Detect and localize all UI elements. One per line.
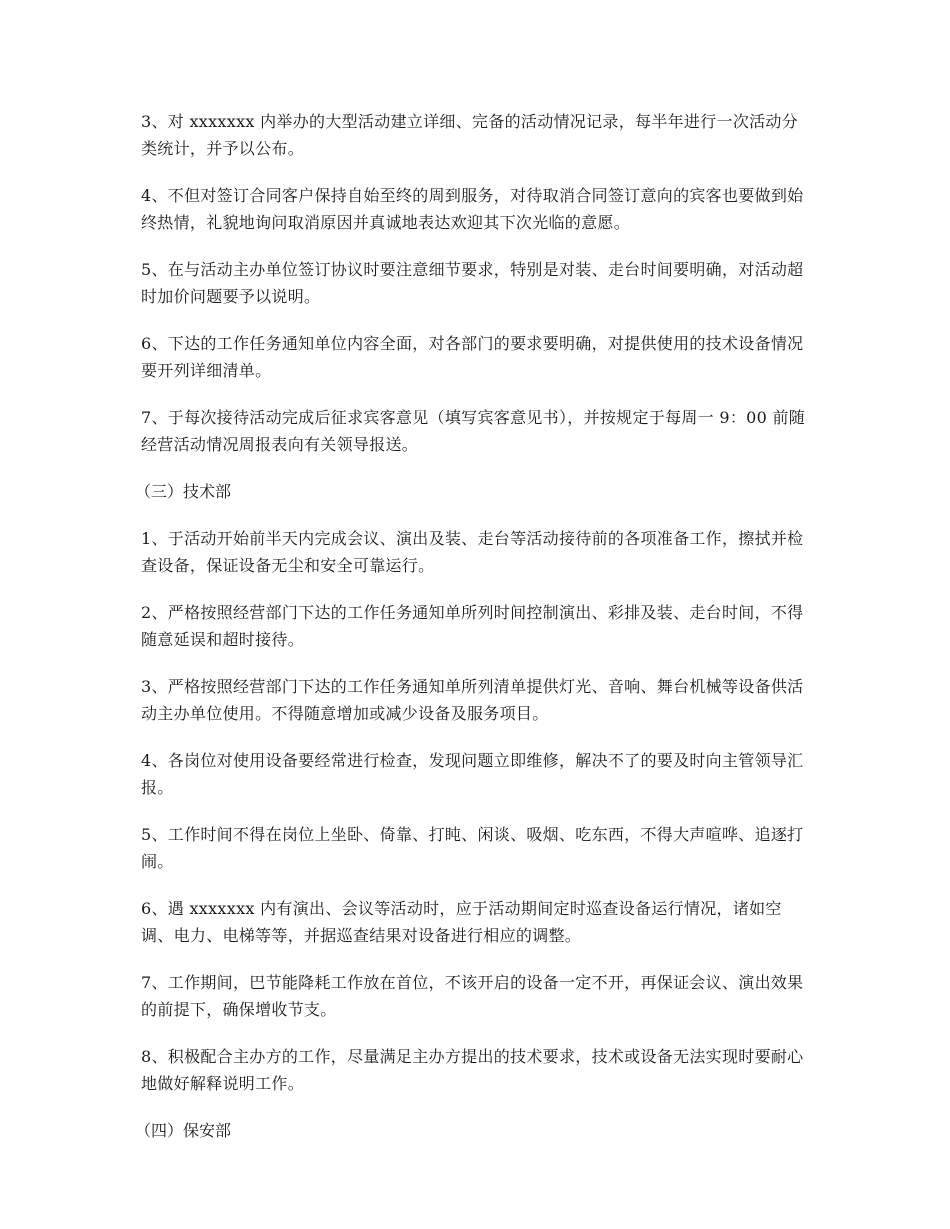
section-heading-technical-dept: （三）技术部 — [135, 482, 232, 501]
tech-paragraph-2: 2、严格按照经营部门下达的工作任务通知单所列时间控制演出、彩排及装、走台时间，不得随意延误和超时接待。 — [141, 603, 804, 649]
tech-paragraph-5: 5、工作时间不得在岗位上坐卧、倚靠、打盹、闲谈、吸烟、吃东西，不得大声喧哗、追逐打闹。 — [141, 825, 804, 871]
tech-paragraph-8: 8、积极配合主办方的工作，尽量满足主办方提出的技术要求，技术或设备无法实现时要耐心地做好解释说明工作。 — [141, 1047, 804, 1093]
paragraph-7-guest-feedback: 7、于每次接待活动完成后征求宾客意见（填写宾客意见书），并按规定于每周一 9：00 前随经营活动情况周报表向有关领导报送。 — [141, 408, 806, 454]
tech-paragraph-4: 4、各岗位对使用设备要经常进行检查，发现问题立即维修，解决不了的要及时向主管领导汇报。 — [141, 751, 804, 797]
paragraph-4-client-service: 4、不但对签订合同客户保持自始至终的周到服务，对待取消合同签订意向的宾客也要做到始终热情，礼貌地询问取消原因并真诚地表达欢迎其下次光临的意愿。 — [141, 186, 804, 232]
tech-paragraph-3: 3、严格按照经营部门下达的工作任务通知单所列清单提供灯光、音响、舞台机械等设备供活动主办单位使用。不得随意增加或减少设备及服务项目。 — [141, 677, 804, 723]
document-page — [135, 108, 813, 1164]
section-heading-security-dept: （四）保安部 — [135, 1121, 232, 1140]
tech-paragraph-1: 1、于活动开始前半天内完成会议、演出及装、走台等活动接待前的各项准备工作，擦拭并检查设备，保证设备无尘和安全可靠运行。 — [141, 529, 804, 575]
paragraph-5-agreement-details: 5、在与活动主办单位签订协议时要注意细节要求，特别是对装、走台时间要明确，对活动超时加价问题要予以说明。 — [141, 260, 804, 306]
tech-paragraph-7: 7、工作期间，巴节能降耗工作放在首位，不该开启的设备一定不开，再保证会议、演出效果的前提下，确保增收节支。 — [141, 973, 804, 1019]
paragraph-3-activity-records: 3、对 xxxxxxx 内举办的大型活动建立详细、完备的活动情况记录，每半年进行一次活动分类统计，并予以公布。 — [141, 112, 799, 158]
paragraph-6-task-notice: 6、下达的工作任务通知单位内容全面，对各部门的要求要明确，对提供使用的技术设备情况要开列详细清单。 — [141, 334, 804, 380]
tech-paragraph-6: 6、遇 xxxxxxx 内有演出、会议等活动时，应于活动期间定时巡查设备运行情况，诸如空调、电力、电梯等等，并据巡查结果对设备进行相应的调整。 — [141, 899, 782, 945]
